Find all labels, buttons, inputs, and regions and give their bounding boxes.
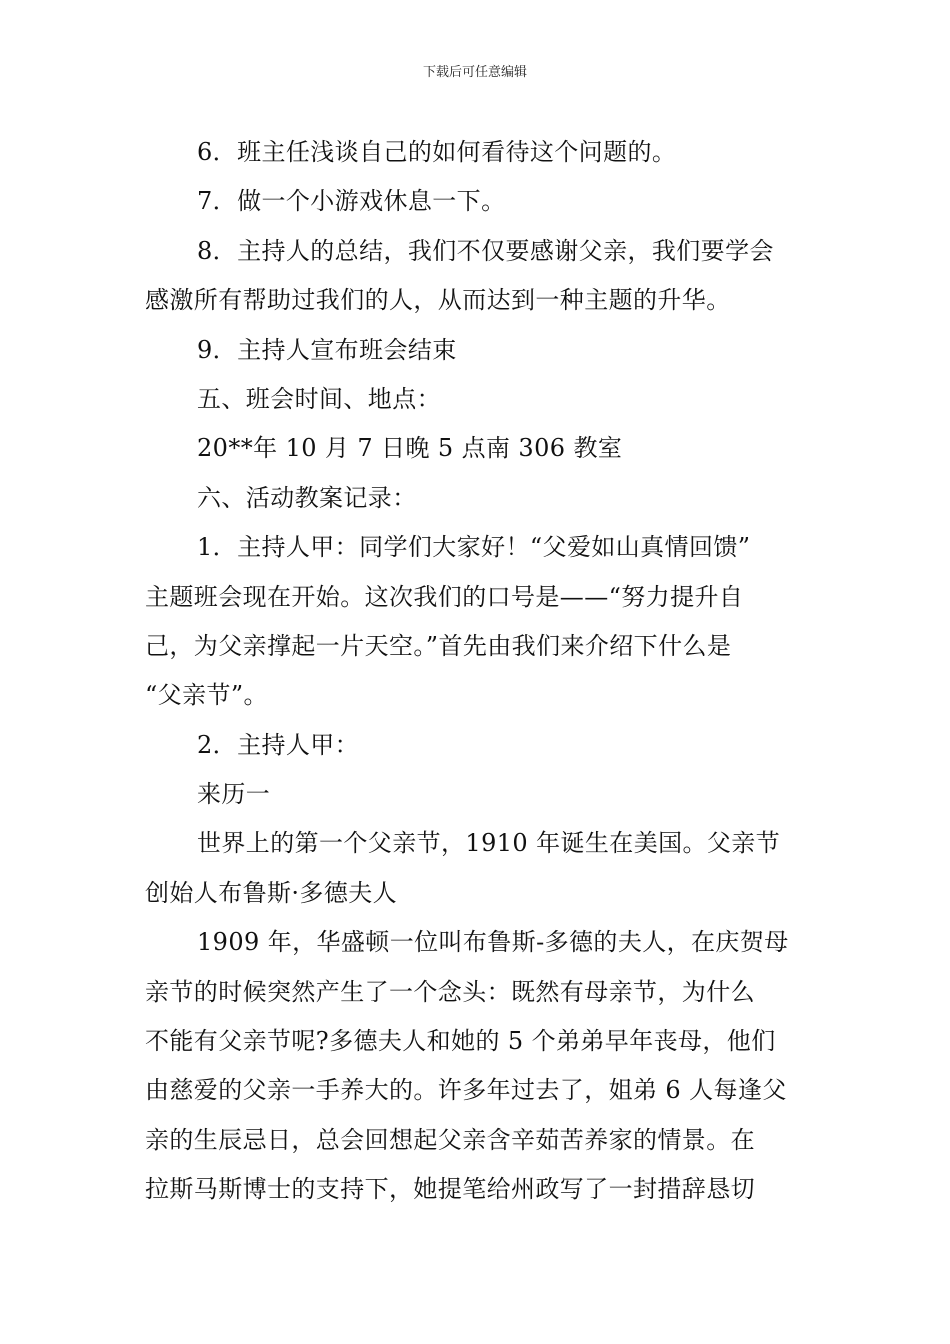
text-line: 由慈爱的父亲一手养大的。许多年过去了，姐弟 6 人每逢父 bbox=[145, 1076, 787, 1105]
text-line: 1909 年，华盛顿一位叫布鲁斯-多德的夫人，在庆贺母 bbox=[197, 928, 789, 957]
text-line: 来历一 bbox=[197, 780, 271, 809]
text-line: 不能有父亲节呢?多德夫人和她的 5 个弟弟早年丧母，他们 bbox=[145, 1027, 776, 1056]
text-line: “父亲节”。 bbox=[145, 681, 268, 710]
section-heading: 六、活动教案记录： bbox=[197, 483, 417, 512]
text-line: 亲节的时候突然产生了一个念头：既然有母亲节，为什么 bbox=[145, 977, 755, 1006]
section-heading: 五、班会时间、地点： bbox=[197, 384, 441, 413]
text-line: 1．主持人甲：同学们大家好！“父爱如山真情回馈” bbox=[197, 533, 751, 562]
text-line: 创始人布鲁斯·多德夫人 bbox=[145, 878, 398, 907]
text-line: 8．主持人的总结，我们不仅要感谢父亲，我们要学会 bbox=[197, 236, 774, 265]
text-line: 20**年 10 月 7 日晚 5 点南 306 教室 bbox=[197, 434, 623, 463]
text-line: 7．做一个小游戏休息一下。 bbox=[197, 187, 506, 216]
text-line: 亲的生辰忌日，总会回想起父亲含辛茹苦养家的情景。在 bbox=[145, 1125, 755, 1154]
text-line: 主题班会现在开始。这次我们的口号是——“努力提升自 bbox=[145, 582, 744, 611]
text-line: 2．主持人甲： bbox=[197, 730, 360, 759]
text-line: 世界上的第一个父亲节，1910 年诞生在美国。父亲节 bbox=[197, 829, 781, 858]
body-text bbox=[145, 128, 810, 1215]
text-line: 感激所有帮助过我们的人，从而达到一种主题的升华。 bbox=[145, 286, 731, 315]
text-line: 己，为父亲撑起一片天空。”首先由我们来介绍下什么是 bbox=[145, 631, 732, 660]
page-header: 下载后可任意编辑 bbox=[422, 65, 527, 80]
text-line: 6．班主任浅谈自己的如何看待这个问题的。 bbox=[197, 138, 677, 166]
text-line: 拉斯马斯博士的支持下，她提笔给州政写了一封措辞恳切 bbox=[145, 1175, 755, 1204]
text-line: 9．主持人宣布班会结束 bbox=[197, 335, 457, 364]
